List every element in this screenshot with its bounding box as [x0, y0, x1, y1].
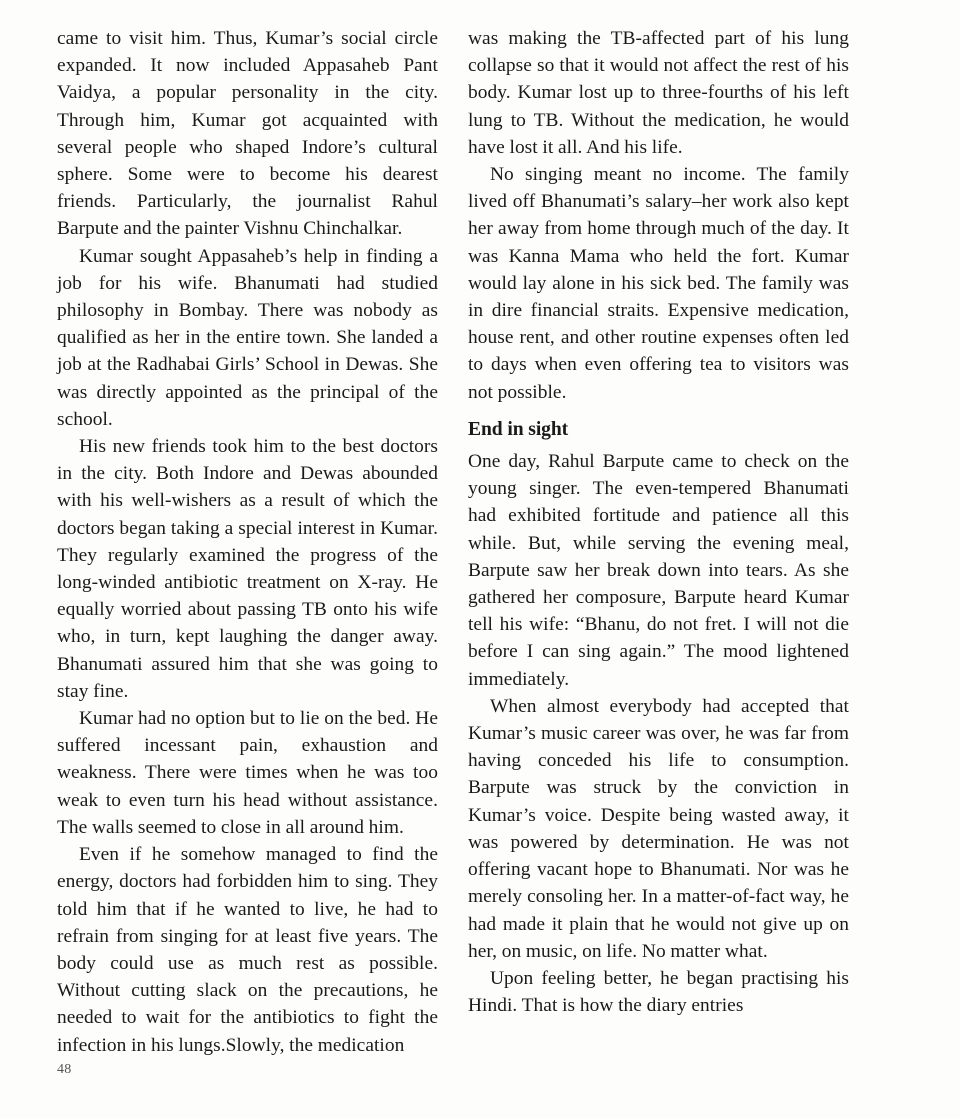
- paragraph-conviction: When almost everybody had accepted that Kumar’s music career was over, he was far from having conceded his life to consumption. Barpute was struck by the conviction in Kumar’s voice. Despite being wasted away, it was powered by determination. He was not offering vacant hope to Bhanumati. Nor was he merely consoling her. In a matter-of-fact way, he had made it plain that he would not give up on her, on music, on life. No matter what.: [468, 695, 849, 962]
- paragraph-job-for-wife: Kumar sought Appasaheb’s help in finding a job for his wife. Bhanumati had studied philosophy in Bombay. There was nobody as qualified as her in the entire town. She landed a job at the Radhabai Girls’ School in Dewas. She was directly appointed as the principal of the school.: [57, 245, 438, 430]
- paragraph-forbidden-to-sing: Even if he somehow managed to find the energy, doctors had forbidden him to sing. They told him that if he wanted to live, he had to refrain from singing for at least five years. The body could use as much rest as possible. Without cutting slack on the precautions, he needed to wait for the antibiotics to fight the infection in his lungs.Slowly, the medication: [57, 844, 438, 1056]
- paragraph-barpute-visit: One day, Rahul Barpute came to check on the young singer. The even-tempered Bhanumati had exhibited fortitude and patience all this while. But, while serving the evening meal, Barpute saw her break down into tears. As she gathered her composure, Barpute heard Kumar tell his wife: “Bhanu, do not fret. I will not die before I can sing again.” The mood lightened immediately.: [468, 451, 849, 690]
- paragraph-social-circle: came to visit him. Thus, Kumar’s social circle expanded. It now included Appasaheb Pant Vaidya, a popular personality in the city. Through him, Kumar got acquainted with several people who shaped Indore’s cultural sphere. Some were to become his dearest friends. Particularly, the journalist Rahul Barpute and the painter Vishnu Chinchalkar.: [57, 28, 438, 240]
- paragraph-lung-collapse: was making the TB-affected part of his lung collapse so that it would not affect the rest of his body. Kumar lost up to three-fourths of his left lung to TB. Without the medication, he would have lost it all. And his life.: [468, 28, 849, 158]
- left-text-column: [57, 25, 438, 1059]
- page-number-folio: 48: [57, 1062, 72, 1077]
- two-column-text-body: [57, 25, 848, 1059]
- section-heading-end-in-sight: End in sight: [468, 418, 569, 440]
- paragraph-doctors: His new friends took him to the best doctors in the city. Both Indore and Dewas abounded with his well-wishers as a result of which the doctors began taking a special interest in Kumar. They regularly examined the progress of the long-winded antibiotic treatment on X-ray. He equally worried about passing TB onto his wife who, in turn, kept laughing the danger away. Bhanumati assured him that she was going to stay fine.: [57, 436, 438, 702]
- paragraph-no-income: No singing meant no income. The family lived off Bhanumati’s salary–her work also kept her away from home through much of the day. It was Kanna Mama who held the fort. Kumar would lay alone in his sick bed. The family was in dire financial straits. Expensive medication, house rent, and other routine expenses often led to days when even offering tea to visitors was not possible.: [468, 164, 849, 403]
- paragraph-hindi-diary: Upon feeling better, he began practising his Hindi. That is how the diary entries: [468, 967, 849, 1017]
- heading-top-spacer: [468, 406, 849, 416]
- paragraph-bedridden: Kumar had no option but to lie on the bed. He suffered incessant pain, exhaustion and weakness. There were times when he was too weak to even turn his head without assistance. The walls seemed to close in all around him.: [57, 708, 438, 838]
- right-text-column: [468, 25, 849, 1019]
